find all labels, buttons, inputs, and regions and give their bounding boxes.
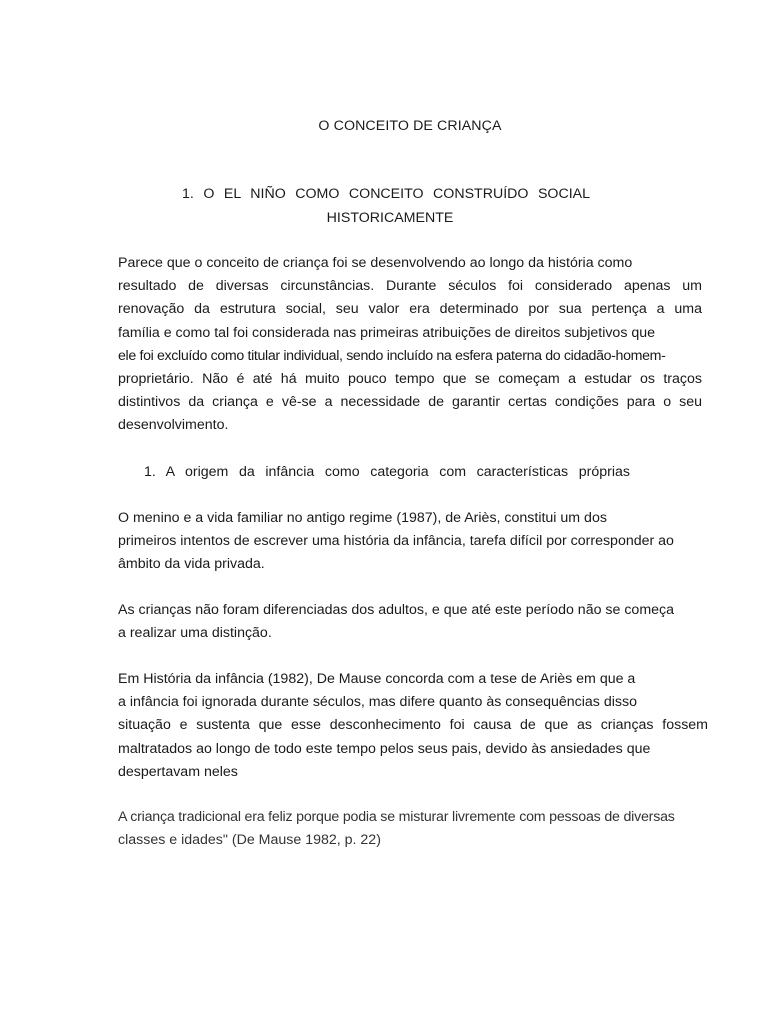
paragraph-line: O menino e a vida familiar no antigo regime (1987), de Ariès, constitui um dos: [118, 510, 607, 526]
paragraph-line: primeiros intentos de escrever uma história da infância, tarefa difícil por corresponder ao: [118, 533, 674, 550]
paragraph-line: âmbito da vida privada.: [118, 556, 265, 573]
paragraph-4: [118, 668, 708, 784]
paragraph-line: As crianças não foram diferenciadas dos adultos, e que até este período não se começa: [118, 602, 675, 618]
section-heading-line1: 1. O EL NIÑO COMO CONCEITO CONSTRUÍDO SOCIAL: [182, 186, 590, 202]
subsection-heading: 1. A origem da infância como categoria com características próprias: [144, 464, 630, 480]
paragraph-line: desenvolvimento.: [118, 417, 229, 434]
paragraph-3: [118, 599, 702, 645]
paragraph-1: [118, 252, 702, 438]
paragraph-line: família e como tal foi considerada nas primeiras atribuições de direitos subjetivos que: [118, 324, 656, 341]
paragraph-line: proprietário. Não é até há muito pouco tempo que se começam a estudar os traços: [118, 371, 702, 388]
paragraph-line: resultado de diversas circunstâncias. Durante séculos foi considerado apenas um: [118, 278, 702, 295]
section-heading-line2: HISTORICAMENTE: [326, 210, 454, 226]
paragraph-line: distintivos da criança e vê-se a necessidade de garantir certas condições para o seu: [118, 394, 702, 411]
document-title: O CONCEITO DE CRIANÇA: [318, 118, 502, 134]
paragraph-line: a realizar uma distinção.: [118, 625, 272, 642]
paragraph-2: [118, 507, 702, 577]
quote-line: classes e idades" (De Mause 1982, p. 22): [118, 832, 381, 849]
quote-block: [118, 806, 702, 852]
paragraph-line: Parece que o conceito de criança foi se desenvolvendo ao longo da história como: [118, 255, 633, 271]
paragraph-line: Em História da infância (1982), De Mause concorda com a tese de Ariès em que a: [118, 671, 636, 687]
paragraph-line: despertavam neles: [118, 763, 238, 780]
paragraph-line: renovação da estrutura social, seu valor era determinado por sua pertença a uma: [118, 301, 702, 318]
quote-line: A criança tradicional era feliz porque podia se misturar livremente com pessoas de diversas: [118, 809, 675, 825]
paragraph-line: ele foi excluído como titular individual, sendo incluído na esfera paterna do cidadão-homem-: [118, 347, 666, 364]
paragraph-line: maltratados ao longo de todo este tempo pelos seus pais, devido às ansiedades que: [118, 740, 651, 757]
paragraph-line: a infância foi ignorada durante séculos, mas difere quanto às consequências disso: [118, 694, 637, 711]
paragraph-line: situação e sustenta que esse desconhecimento foi causa de que as crianças fossem: [118, 717, 708, 734]
